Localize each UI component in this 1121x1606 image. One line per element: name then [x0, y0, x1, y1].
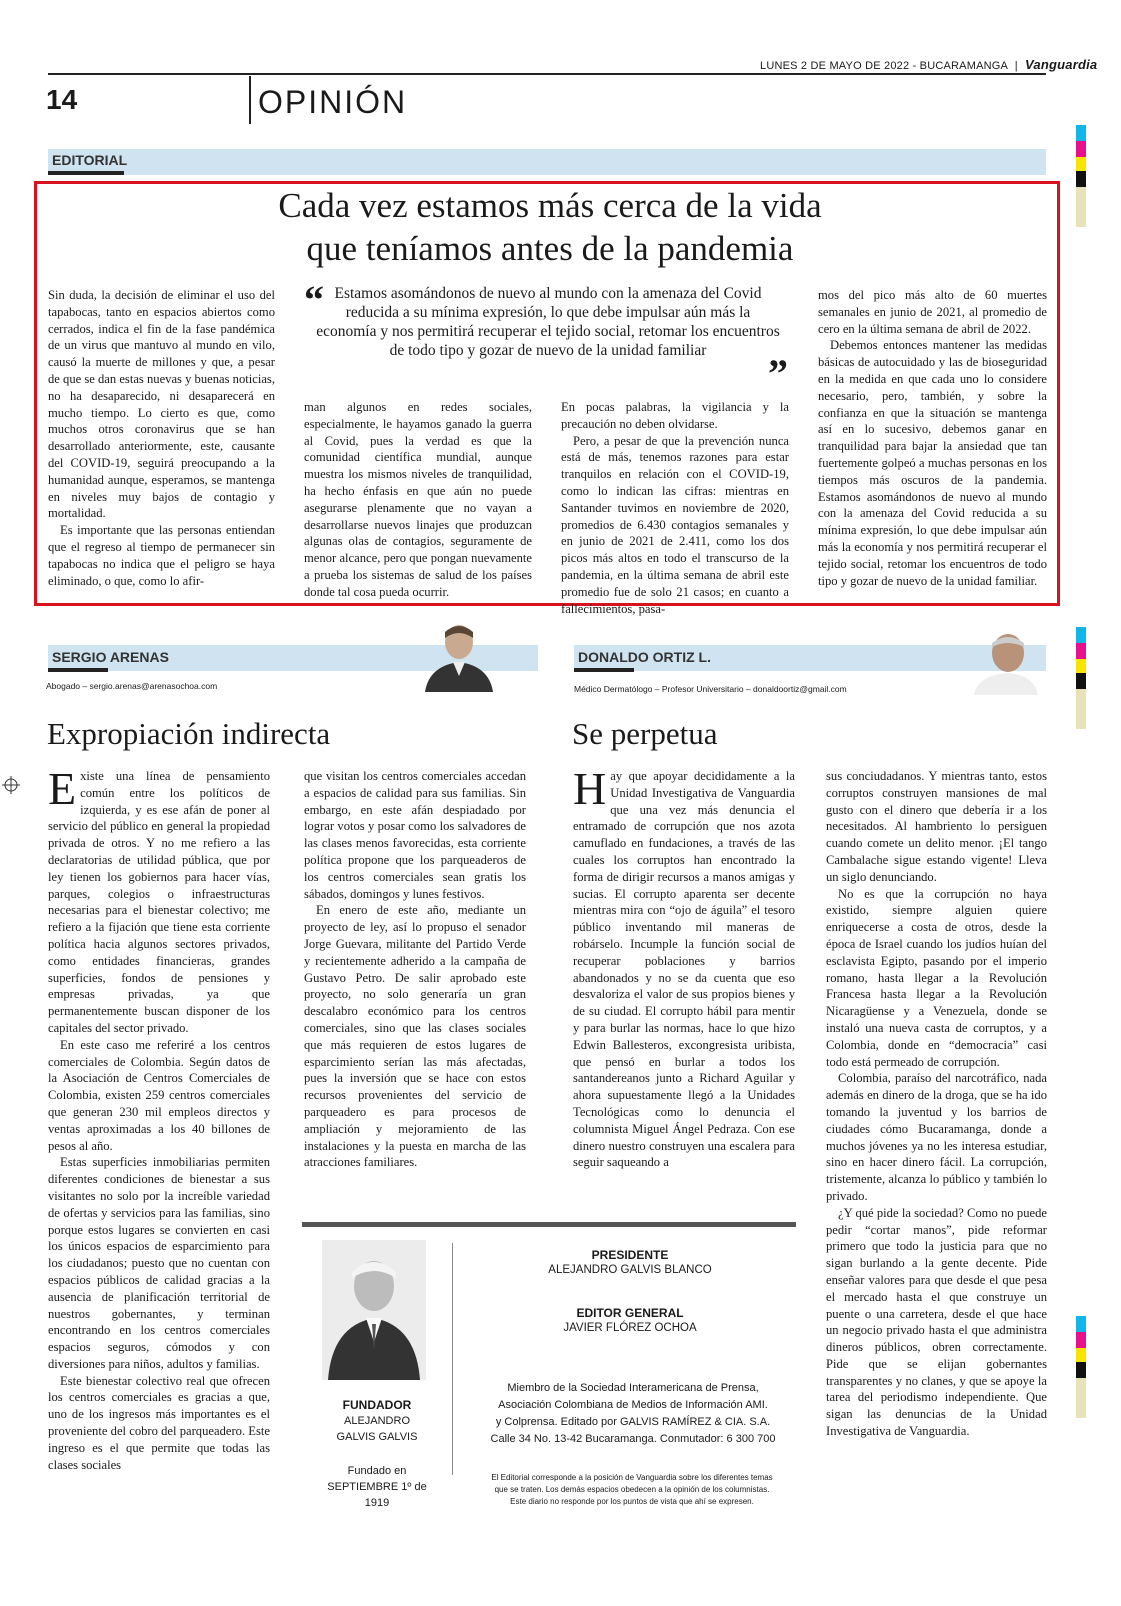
registration-crosshair-icon [2, 776, 20, 794]
editorial-paragraph: man algunos en redes sociales, especialmente, le hayamos ganado la guerra al Covid, pues la verdad es que la comunidad científica mundial, aunque muestra los mismos niveles de tranquilidad, ha hecho énfasis en que aún no puede asegurarse plenamente que no vayan a desarrollarse nuevos linajes que produzcan algunas olas de contagios, seguramente de menor alcance, pero que pongan nuevamente a prueba los sistemas de salud de los países donde tal cosa pueda ocurrir. [304, 400, 532, 599]
article-paragraph: No es que la corrupción no haya existido, siempre alguien quiere enriquecerse a costa de otros, desde la época de Israel cuando los judíos huían del esclavista Egipto, pasando por el imperio romano, hasta llegar a la Revolución Francesa hasta llegar a la Revolución Nicaragüense y a Venezuela, donde se instaló una nueva casta de corruptos, y a Colombia, donde en “democracia” casi todo está permeado de corrupción. [826, 886, 1047, 1069]
author-underline-right [574, 668, 634, 672]
editorial-pull-quote [304, 277, 788, 396]
masthead-divider [452, 1243, 453, 1475]
masthead-staff [470, 1248, 790, 1334]
close-quote-icon: ” [768, 351, 788, 396]
page-number: 14 [46, 84, 78, 115]
article-paragraph: que visitan los centros comerciales accedan a espacios de calidad para sus familias. Sin embargo, en este afán despiadado por lograr votos y posar como los salvadores de las clases menos favorecidas, esta corriente política propone que los parqueaderos de los centros comerciales sean gratis los sábados, domingos y lunes festivos. [304, 769, 526, 901]
founded-date: SEPTIEMBRE 1º de 1919 [327, 1481, 427, 1509]
article-paragraph: En enero de este año, mediante un proyecto de ley, así lo propuso el senador Jorge Guevara, militante del Partido Verde y recientemente adherido a la campaña de Gustavo Petro. De salir aprobado este proyecto, no solo generaría un gran descalabro económico para los centros comerciales, sino que las clases sociales que más requieren de estos lugares de esparcimiento serían las más afectadas, pues la inversión que se hace con estos recursos provenientes del servicio de parqueadero es para procesos de ampliación y mejoramiento de las instalaciones y la puesta en marcha de las atracciones familiares. [304, 903, 526, 1170]
dropcap: H [573, 763, 607, 814]
avatar-icon [968, 625, 1040, 695]
open-quote-icon: “ [304, 277, 324, 322]
editorial-paragraph: En pocas palabras, la vigilancia y la precaución no deben olvidarse. [561, 400, 789, 431]
founder-block [318, 1397, 436, 1511]
founder-portrait-icon [322, 1240, 426, 1380]
article-left-col-1 [48, 763, 270, 1473]
editorial-paragraph: Sin duda, la decisión de eliminar el uso del tapabocas, tanto en espacios abiertos como cerrados, indica el fin de la fase pandémica de un virus que mantuvo al mundo en vilo, causó la muerte de millones y que, a pesar de que se dan estas nuevas y buenas noticias, no ha desaparecido, ni desaparecerá en mucho tiempo. Lo cierto es que, como muchos otros coronavirus que se han desarrollado anteriormente, este, causante del COVID-19, seguirá preocupando a la humanidad aunque, esperamos, se mantenga en niveles muy bajos de contagio y mortalidad. [48, 288, 275, 521]
author-bio-right: Médico Dermatólogo – Profesor Universitario – donaldoortiz@gmail.com [574, 684, 847, 694]
info-line: y Colprensa. Editado por GALVIS RAMÍREZ & CIA. S.A. [495, 1416, 771, 1428]
president-name: ALEJANDRO GALVIS BLANCO [548, 1264, 712, 1276]
author-name-right: DONALDO ORTIZ L. [578, 649, 711, 665]
article-paragraph: ¿Y qué pide la sociedad? Como no puede pedir “cortar manos”, pide reformar primero que todo la justicia para que no sigan burlando a la gente decente. Pide enseñar valores para que desde el que pesa el mercado hasta el que construye un puente o una carretera, desde el que hace un negocio privado hasta el que administra dineros públicos, obren correctamente. Pide que se elijan gobernantes transparentes y no clanes, y que se apoye la tarea del periodismo independiente. Que sigan las denuncias de la Unidad Investigativa de Vanguardia. [826, 1205, 1047, 1439]
editorial-col-2 [304, 399, 532, 601]
article-paragraph [48, 763, 270, 1037]
author-name-left: SERGIO ARENAS [52, 649, 169, 665]
president-label: PRESIDENTE [591, 1248, 669, 1262]
author-underline-left [48, 668, 108, 672]
editor-label: EDITOR GENERAL [576, 1306, 684, 1320]
disclaimer-line: que se traten. Los demás espacios obedecen a la opinión de los columnistas. [494, 1485, 770, 1494]
founder-label: FUNDADOR [342, 1398, 412, 1412]
editorial-paragraph: Debemos entonces mantener las medidas básicas de autocuidado y las de bioseguridad en la medida en que cada uno lo considere necesario, pero, también, y sobre la confianza en que la situación se mantenga así en lo sucesivo, debemos ganar en tranquilidad para bajar la ansiedad que tan fuertemente golpeó a muchas personas en los tiempos más oscuros de la pandemia. Estamos asomándonos de nuevo al mundo con la amenaza del Covid reducida a su mínima expresión, lo que debe impulsar aún más la economía y nos permitirá recuperar el tejido social, retomar los encuentros de todo tipo y gozar de nuevo de la unidad familiar. [818, 338, 1047, 588]
editorial-title-line1: Cada vez estamos más cerca de la vida [278, 186, 822, 225]
masthead-rule [302, 1222, 796, 1227]
article-title-left: Expropiación indirecta [47, 716, 331, 751]
info-line: Calle 34 No. 13-42 Bucaramanga. Conmutador: 6 300 700 [490, 1433, 776, 1445]
article-paragraph: En este caso me referiré a los centros comerciales de Colombia. Según datos de la Asociación de Centros Comerciales de Colombia, existen 259 centros comerciales que generan 230 mil empleos directos y ventas aproximadas a los 40 billones de pesos al año. [48, 1037, 270, 1153]
founded-label: Fundado en [347, 1465, 407, 1477]
brand-logo: Vanguardia [1025, 57, 1098, 72]
editor-name: JAVIER FLÓREZ OCHOA [563, 1322, 697, 1334]
pull-quote-text: Estamos asomándonos de nuevo al mundo con la amenaza del Covid reducida a su mínima expresión, lo que debe impulsar aún más la economía y nos permitirá recuperar el tejido social, retomar los encuentros de todo tipo y gozar de nuevo de la unidad familiar [316, 285, 780, 359]
founder-name-2: GALVIS GALVIS [336, 1431, 418, 1443]
article-right-col-2 [826, 768, 1047, 1440]
editorial-col-1 [48, 287, 275, 589]
founder-photo [322, 1240, 426, 1380]
article-title-right: Se perpetua [572, 716, 718, 751]
section-title: OPINIÓN [258, 84, 408, 120]
editorial-title [60, 184, 1040, 270]
editorial-kicker: EDITORIAL [52, 152, 128, 168]
article-paragraph: sus conciudadanos. Y mientras tanto, estos corruptos construyen mansiones de mal gusto con el dinero que debería ir a los necesitados. Al hambriento lo persiguen cuando comete un delito menor. ¡El tango Cambalache sigue estando vigente! Lleva un siglo denunciando. [826, 769, 1047, 884]
header-top-rule [48, 73, 1046, 75]
article-paragraph-text: ay que apoyar decididamente a la Unidad Investigativa de Vanguardia que una vez más denuncia el entramado de corrupción que nos azota camuflado en fundaciones, a través de las cuales los corruptos han encontrado la forma de dirigir recursos a manos amigas y sucias. El corrupto aparenta ser decente mientras mira con “ojo de águila” el tesoro público inventando mil maneras de robárselo. Incumple la función social de recuperar poblaciones y barrios abandonados y no se da cuenta que eso desvaloriza el valor de sus propios bienes y de su ciudad. El corrupto hábil para mentir y para burlar las normas, hace lo que hizo Edwin Ballesteros, excongresista uribista, que pensó en burlar a todos los santandereanos junto a Richard Aguilar y ahora supuestamente llegó a la Unidades Tecnológicas como lo denuncia el columnista Miguel Ángel Pedraza. Con ese dinero nuestro construyen una escalera para seguir saqueando a [573, 769, 795, 1170]
editorial-paragraph: Pero, a pesar de que la prevención nunca está de más, tenemos razones para estar tranquilos en relación con el COVID-19, como lo indican las cifras: mientras en Santander tuvimos en noviembre de 2020, promedios de 6.430 contagios semanales y en junio de 2021 de 2.411, como los dos picos más altos en todo el transcurso de la pandemia, en la última semana de abril este promedio fue de solo 21 casos; en cuanto a fallecimientos, pasa- [561, 433, 789, 616]
editorial-title-line2: que teníamos antes de la pandemia [306, 229, 794, 268]
dateline-text: LUNES 2 DE MAYO DE 2022 - BUCARAMANGA [760, 60, 1008, 72]
masthead-disclaimer [462, 1472, 802, 1508]
author-photo-left [421, 616, 497, 692]
editorial-col-4 [818, 287, 1047, 589]
info-line: Miembro de la Sociedad Interamericana de Prensa, [507, 1382, 759, 1394]
article-left-col-2 [304, 768, 526, 1171]
article-paragraph: Estas superficies inmobiliarias permiten diferentes condiciones de bienestar a sus visitantes no solo por la increíble variedad de ofertas y servicios para las familias, sino porque estos lugares se convierten en casi los únicos espacios de esparcimiento para los ciudadanos; puesto que no cuentan con espacios públicos de calidad gracias a la ausencia de planificación territorial de nuestros gobernantes, y terminan encontrando en los centros comerciales espacios seguros, cómodos y con diversiones para niños, adultos y familias. [48, 1155, 270, 1371]
disclaimer-line: El Editorial corresponde a la posición de Vanguardia sobre los diferentes temas [491, 1473, 773, 1482]
masthead-info [468, 1380, 798, 1448]
author-bio-left: Abogado – sergio.arenas@arenasochoa.com [46, 681, 218, 691]
avatar-icon [421, 616, 497, 692]
article-paragraph: Este bienestar colectivo real que ofrecen los centros comerciales es gracias a que, uno de los ingresos más importantes es el proveniente del cobro del parqueadero. Este ingreso es el que permite que todas las clases sociales [48, 1373, 270, 1472]
author-photo-right [968, 625, 1040, 695]
article-paragraph-text: xiste una línea de pensamiento común entre los políticos de izquierda, y es ese afán de poner al servicio del público en general la propiedad privada de otros. Y no me refiero a las declaratorias de utilidad pública, que por ley tienen los gobiernos para hacer vías, parques, colegios o infraestructuras necesarias para el bienestar colectivo; me refiero a la fijación que tiene esta corriente política hacia algunos sectores privados, como entidades financieras, grandes superficies, fondos de pensiones y empresas privadas, ya que permanentemente buscan disponer de los capitales del sector privado. [48, 769, 270, 1035]
editorial-kicker-underline [48, 171, 124, 175]
header-divider [249, 76, 251, 124]
article-paragraph: Colombia, paraíso del narcotráfico, nada además en dinero de la droga, que se ha ido tomando la juventud y los barrios de ciudades cómo Bucaramanga, donde a muchos jóvenes ya no les interesa estudiar, sino en hacer dinero fácil. La corrupción, tristemente, alcanza lo público y también lo privado. [826, 1071, 1047, 1203]
editorial-col-3 [561, 399, 789, 617]
dropcap: E [48, 763, 77, 814]
editorial-paragraph: Es importante que las personas entiendan que el regreso al tiempo de permanecer sin tapabocas no indica que el peligro se haya eliminado, o que, como lo afir- [48, 523, 275, 588]
info-line: Asociación Colombiana de Medios de Información AMI. [498, 1399, 768, 1411]
editorial-band [48, 149, 1046, 175]
article-right-col-1 [573, 763, 795, 1171]
dateline: LUNES 2 DE MAYO DE 2022 - BUCARAMANGA | Vanguardia [760, 57, 1098, 72]
editorial-paragraph: mos del pico más alto de 60 muertes semanales en junio de 2021, al promedio de cero en la última semana de abril de 2022. [818, 288, 1047, 336]
article-paragraph [573, 763, 795, 1171]
founder-name-1: ALEJANDRO [343, 1415, 411, 1427]
disclaimer-line: Este diario no responde por los puntos de vista que ahí se expresen. [510, 1497, 754, 1506]
